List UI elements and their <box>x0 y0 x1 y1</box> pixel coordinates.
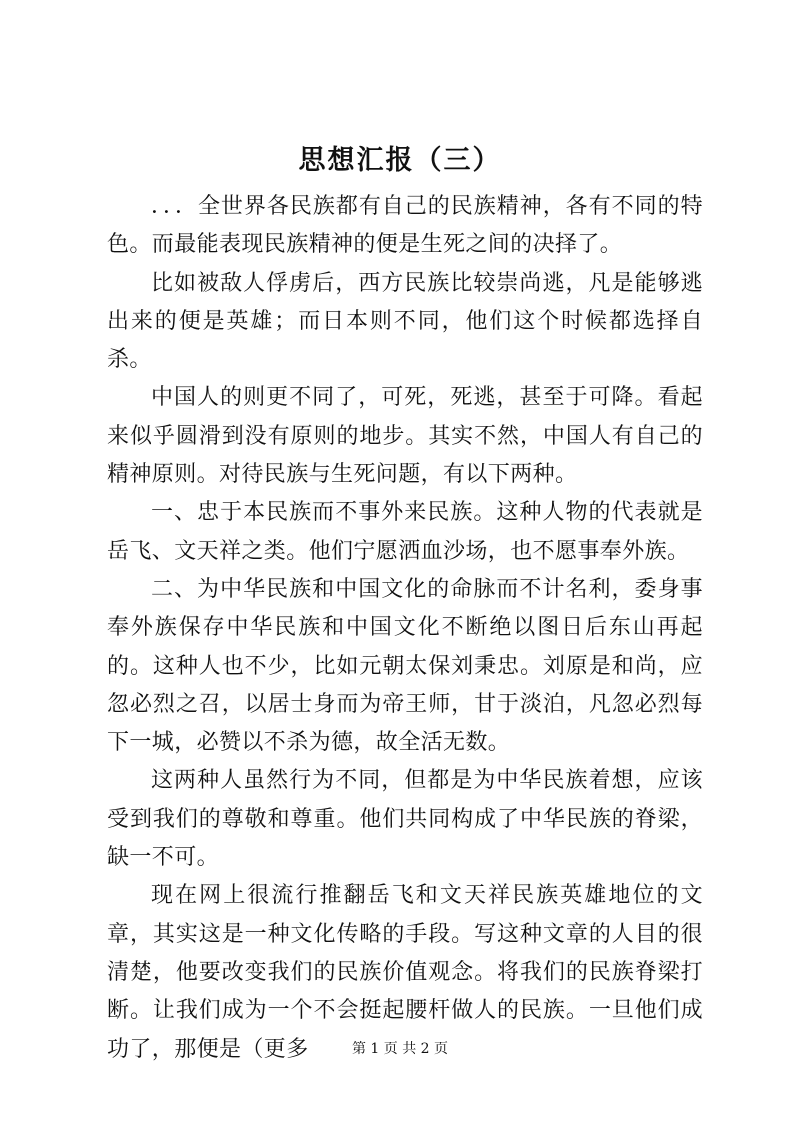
paragraph-5: 二、为中华民族和中国文化的命脉而不计名利，委身事奉外族保存中华民族和中国文化不断绝以图日后东山再起的。这种人也不少，比如元朝太保刘秉忠。刘原是和尚，应忽必烈之召，以居士身而为帝王师，甘于淡泊，凡忽必烈每下一城，必赞以不杀为德，故全活无数。 <box>107 576 703 756</box>
paragraph-6: 这两种人虽然行为不同，但都是为中华民族着想，应该受到我们的尊敬和尊重。他们共同构成了中华民族的脊梁，缺一不可。 <box>107 768 703 871</box>
paragraph-4: 一、忠于本民族而不事外来民族。这种人物的代表就是岳飞、文天祥之类。他们宁愿洒血沙场，也不愿事奉外族。 <box>107 500 703 564</box>
paragraph-3: 中国人的则更不同了，可死，死逃，甚至于可降。看起来似乎圆滑到没有原则的地步。其实不然，中国人有自己的精神原则。对待民族与生死问题，有以下两种。 <box>107 385 703 488</box>
document-title: 思想汇报（三） <box>298 145 502 176</box>
paragraph-7: 现在网上很流行推翻岳飞和文天祥民族英雄地位的文章，其实这是一种文化传略的手段。写这种文章的人目的很清楚，他要改变我们的民族价值观念。将我们的民族脊梁打断。让我们成为一个不会挺起腰杆做人的民族。一旦他们成功了，那便是（更多 <box>107 883 703 1062</box>
page-footer: 第 1 页 共 2 页 <box>351 1041 449 1057</box>
paragraph-1: ．．．全世界各民族都有自己的民族精神，各有不同的特色。而最能表现民族精神的便是生死之间的决择了。 <box>107 194 703 258</box>
document-body <box>107 188 703 1069</box>
paragraph-2: 比如被敌人俘虏后，西方民族比较崇尚逃，凡是能够逃出来的便是英雄；而日本则不同，他们这个时候都选择自杀。 <box>107 270 703 373</box>
